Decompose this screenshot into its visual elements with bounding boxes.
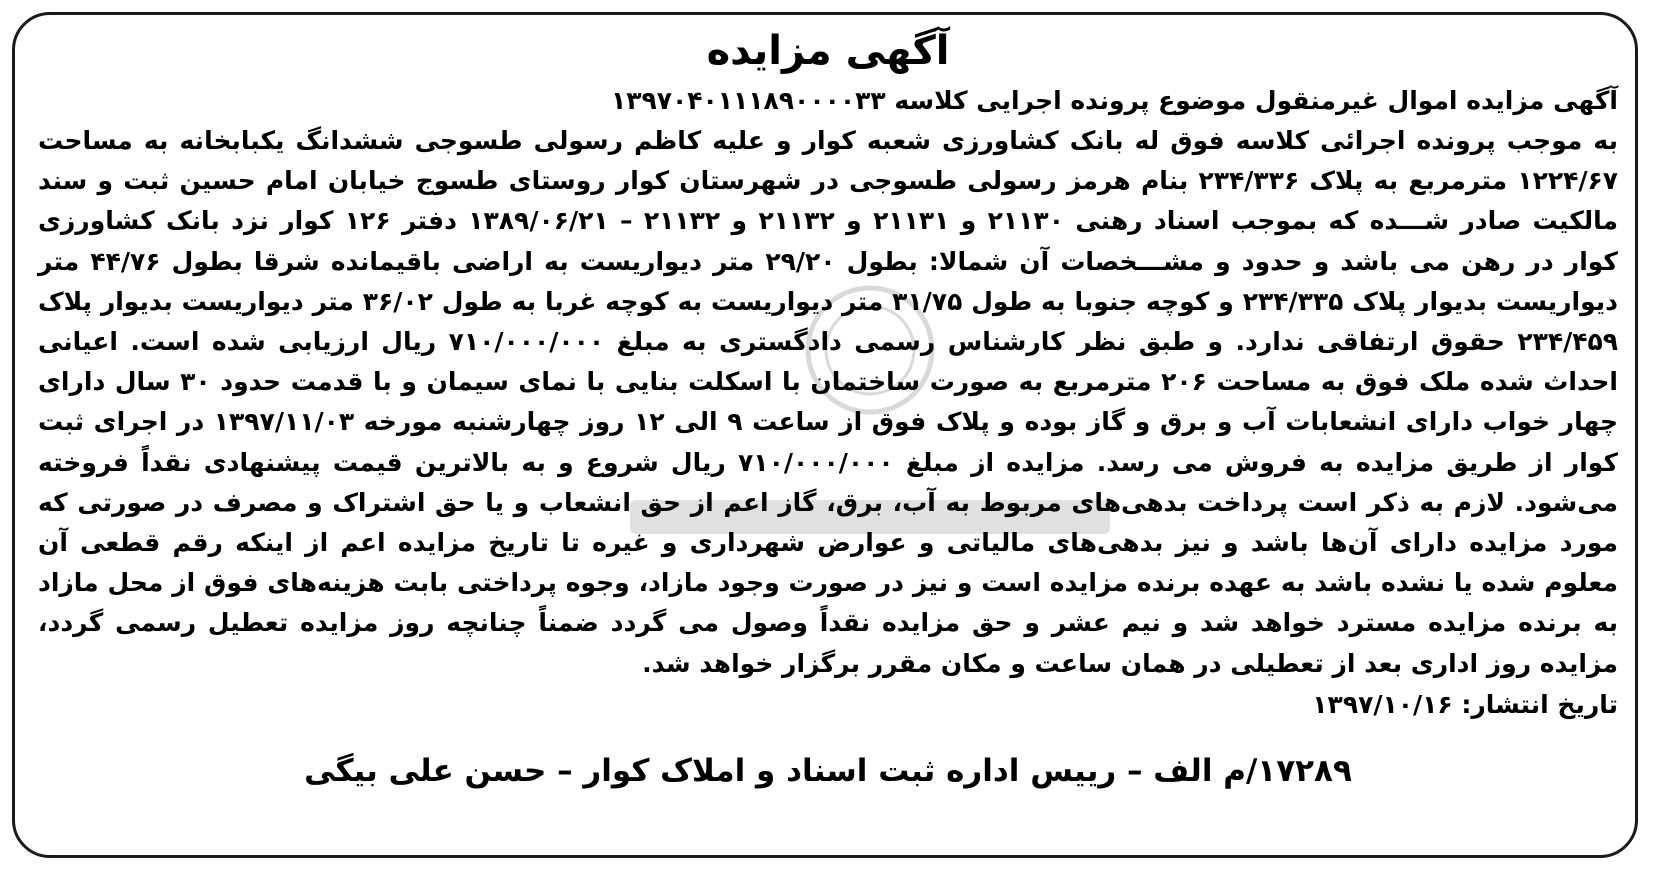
publication-date: تاریخ انتشار: ۱۳۹۷/۱۰/۱۶ — [1312, 689, 1618, 719]
notice-content — [38, 22, 1618, 795]
notice-subtitle: آگهی مزایده اموال غیرمنقول موضوع پرونده اجرایی کلاسه ۱۳۹۷۰۴۰۱۱۱۸۹۰۰۰۰۳۳ — [610, 86, 1618, 115]
notice-signature: ۱۷۲۸۹/م الف – رییس اداره ثبت اسناد و املاک کوار – حسن علی بیگی — [304, 752, 1352, 789]
notice-body: به موجب پرونده اجرائی کلاسه فوق له بانک کشاورزی شعبه کوار و علیه کاظم رسولی طسوجی ششدانگ یکبابخانه به مساحت ۱۲۲۴/۶۷ مترمربع به پلاک ۲۳۴/۳۳۶ بنام هرمز رسولی طسوجی در شهرستان کوار روستای طسوج خیابان امام حسین ثبت و سند مالکیت صادر شـــده که بموجب اسناد رهنی ۲۱۱۳۰ و ۲۱۱۳۱ و ۲۱۱۳۲ و ۲۱۱۳۲ – ۱۳۸۹/۰۶/۲۱ دفتر ۱۲۶ کوار نزد بانک کشاورزی کوار در رهن می باشد و حدود و مشـــخصات آن شمالا: بطول ۲۹/۲۰ متر دیواریست به اراضی باقیمانده شرقا بطول ۴۴/۷۶ متر دیواریست بدیوار پلاک ۲۳۴/۳۳۵ و کوچه جنوبا به طول ۳۱/۷۵ متر دیواریست به کوچه غربا به طول ۳۶/۰۲ متر دیواریست بدیوار پلاک ۲۳۴/۴۵۹ حقوق ارتفاقی ندارد. و طبق نظر کارشناس رسمی دادگستری به مبلغ ۷۱۰/۰۰۰/۰۰۰ ریال ارزیابی شده است. اعیانی احداث شده ملک فوق به مساحت ۲۰۶ مترمربع به صورت ساختمان با اسکلت بنایی با نمای سیمان و با قدمت حدود ۳۰ سال دارای چهار خواب دارای انشعابات آب و برق و گاز بوده و پلاک فوق از ساعت ۹ الی ۱۲ روز چهارشنبه مورخه ۱۳۹۷/۱۱/۰۳ در اجرای ثبت کوار از طریق مزایده به فروش می رسد. مزایده از مبلغ ۷۱۰/۰۰۰/۰۰۰ ریال شروع و به بالاترین قیمت پیشنهادی نقداً فروخته می‌شود. لازم به ذکر است پرداخت بدهی‌های مربوط به آب، برق، گاز اعم از حق انشعاب و یا حق اشتراک و مصرف در صورتی که مورد مزایده دارای آن‌ها باشد و نیز بدهی‌های مالیاتی و عوارض شهرداری و غیره تا تاریخ مزایده اعم از اینکه رقم قطعی آن معلوم شده یا نشده باشد به عهده برنده مزایده است و نیز در صورت وجود مازاد، وجوه پرداختی بابت هزینه‌های فوق از محل مازاد به برنده مزایده مسترد خواهد شد و نیم عشر و حق مزایده نقداً وصول می گردد ضمناً چنانچه روز مزایده تعطیل رسمی گردد، مزایده روز اداری بعد از تعطیلی در همان ساعت و مکان مقرر برگزار خواهد شد. — [38, 126, 1619, 678]
notice-title: آگهی مزایده — [706, 28, 950, 74]
